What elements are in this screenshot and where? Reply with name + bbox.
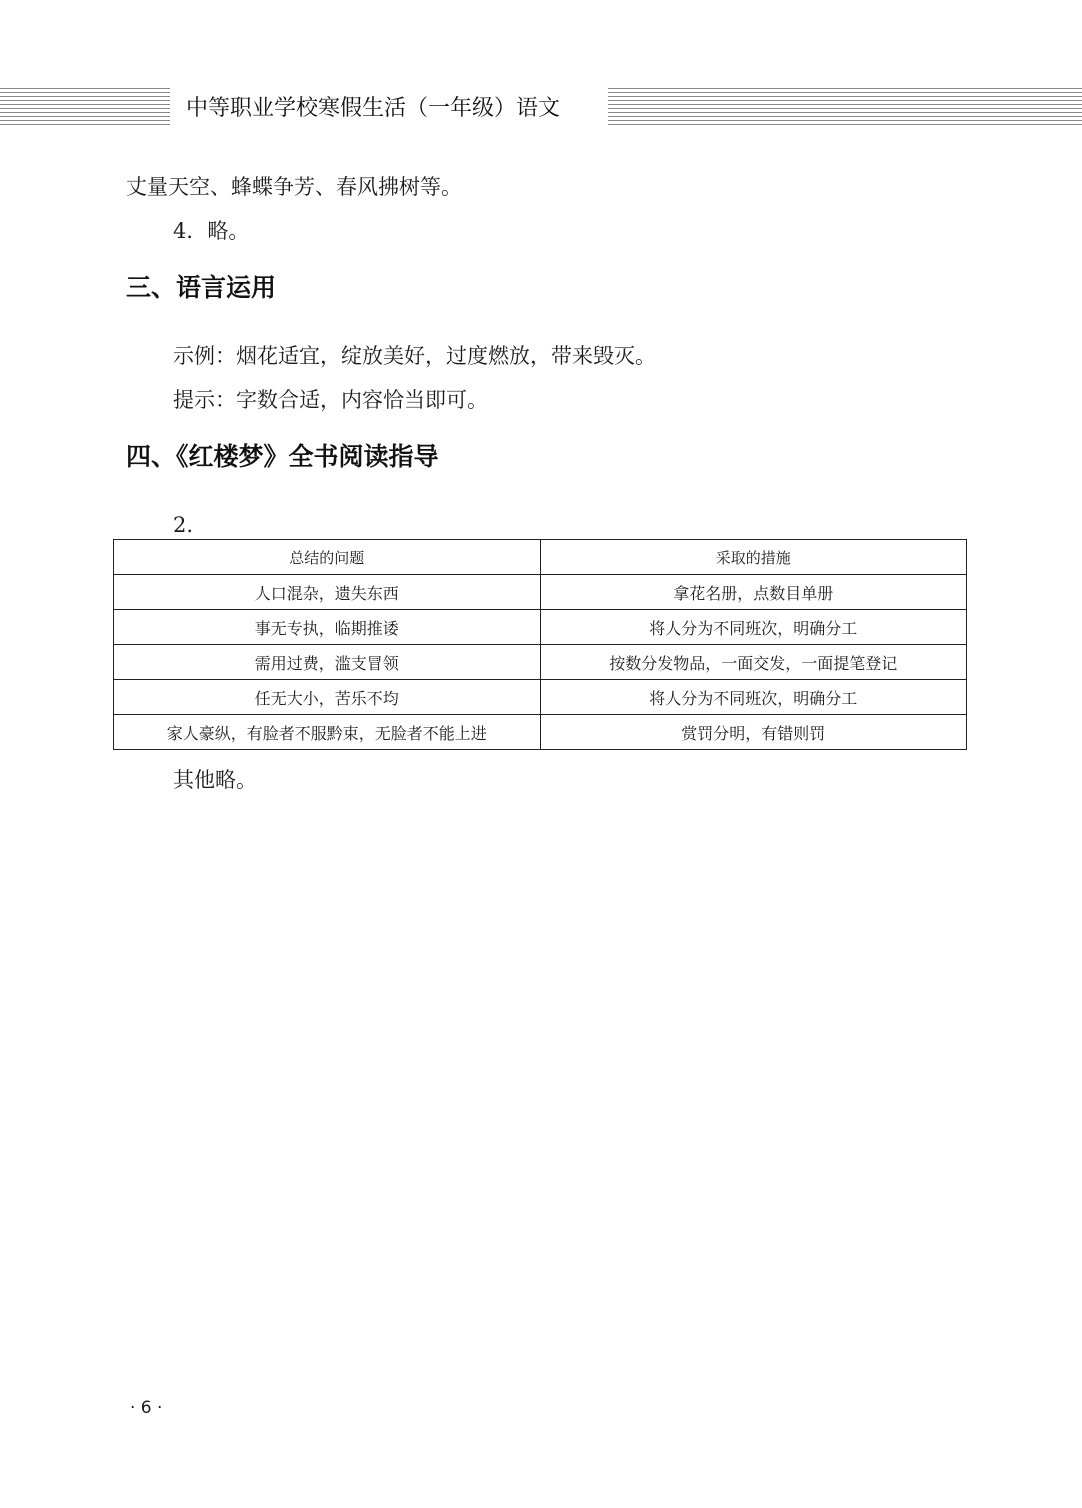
measures-table [113, 539, 967, 750]
section-4-heading: 四、《红楼梦》全书阅读指导 [126, 442, 439, 471]
measure-cell: 将人分为不同班次，明确分工 [540, 610, 967, 645]
table-row [114, 715, 967, 750]
problem-cell: 人口混杂，遗失东西 [114, 575, 541, 610]
section-3-example: 示例：烟花适宜，绽放美好，过度燃放，带来毁灭。 [173, 344, 656, 368]
section-4-item-number: 2. [173, 513, 194, 537]
problem-cell: 需用过费，滥支冒领 [114, 645, 541, 680]
section-3-heading: 三、语言运用 [126, 273, 277, 302]
table-row [114, 575, 967, 610]
problem-cell: 事无专执，临期推诿 [114, 610, 541, 645]
page-header [0, 86, 1082, 130]
item-4: 4．略。 [173, 219, 250, 243]
table-row [114, 645, 967, 680]
measure-cell: 按数分发物品，一面交发，一面提笔登记 [540, 645, 967, 680]
table-header-row [114, 540, 967, 575]
problem-cell: 家人豪纵，有脸者不服黔束，无脸者不能上进 [114, 715, 541, 750]
measure-cell: 将人分为不同班次，明确分工 [540, 680, 967, 715]
table-row [114, 680, 967, 715]
problem-cell: 任无大小，苦乐不均 [114, 680, 541, 715]
other-note: 其他略。 [173, 768, 257, 792]
measure-cell: 拿花名册，点数目单册 [540, 575, 967, 610]
measure-cell: 赏罚分明，有错则罚 [540, 715, 967, 750]
column-header-problems: 总结的问题 [114, 540, 541, 575]
page-number: · 6 · [130, 1398, 163, 1418]
column-header-measures: 采取的措施 [540, 540, 967, 575]
header-rule-left [0, 88, 170, 126]
section-3-hint: 提示：字数合适，内容恰当即可。 [173, 388, 488, 412]
table-row [114, 610, 967, 645]
continuation-line: 丈量天空、蜂蝶争芳、春风拂树等。 [126, 175, 462, 199]
header-title: 中等职业学校寒假生活（一年级）语文 [186, 96, 561, 121]
header-rule-right [608, 88, 1082, 126]
